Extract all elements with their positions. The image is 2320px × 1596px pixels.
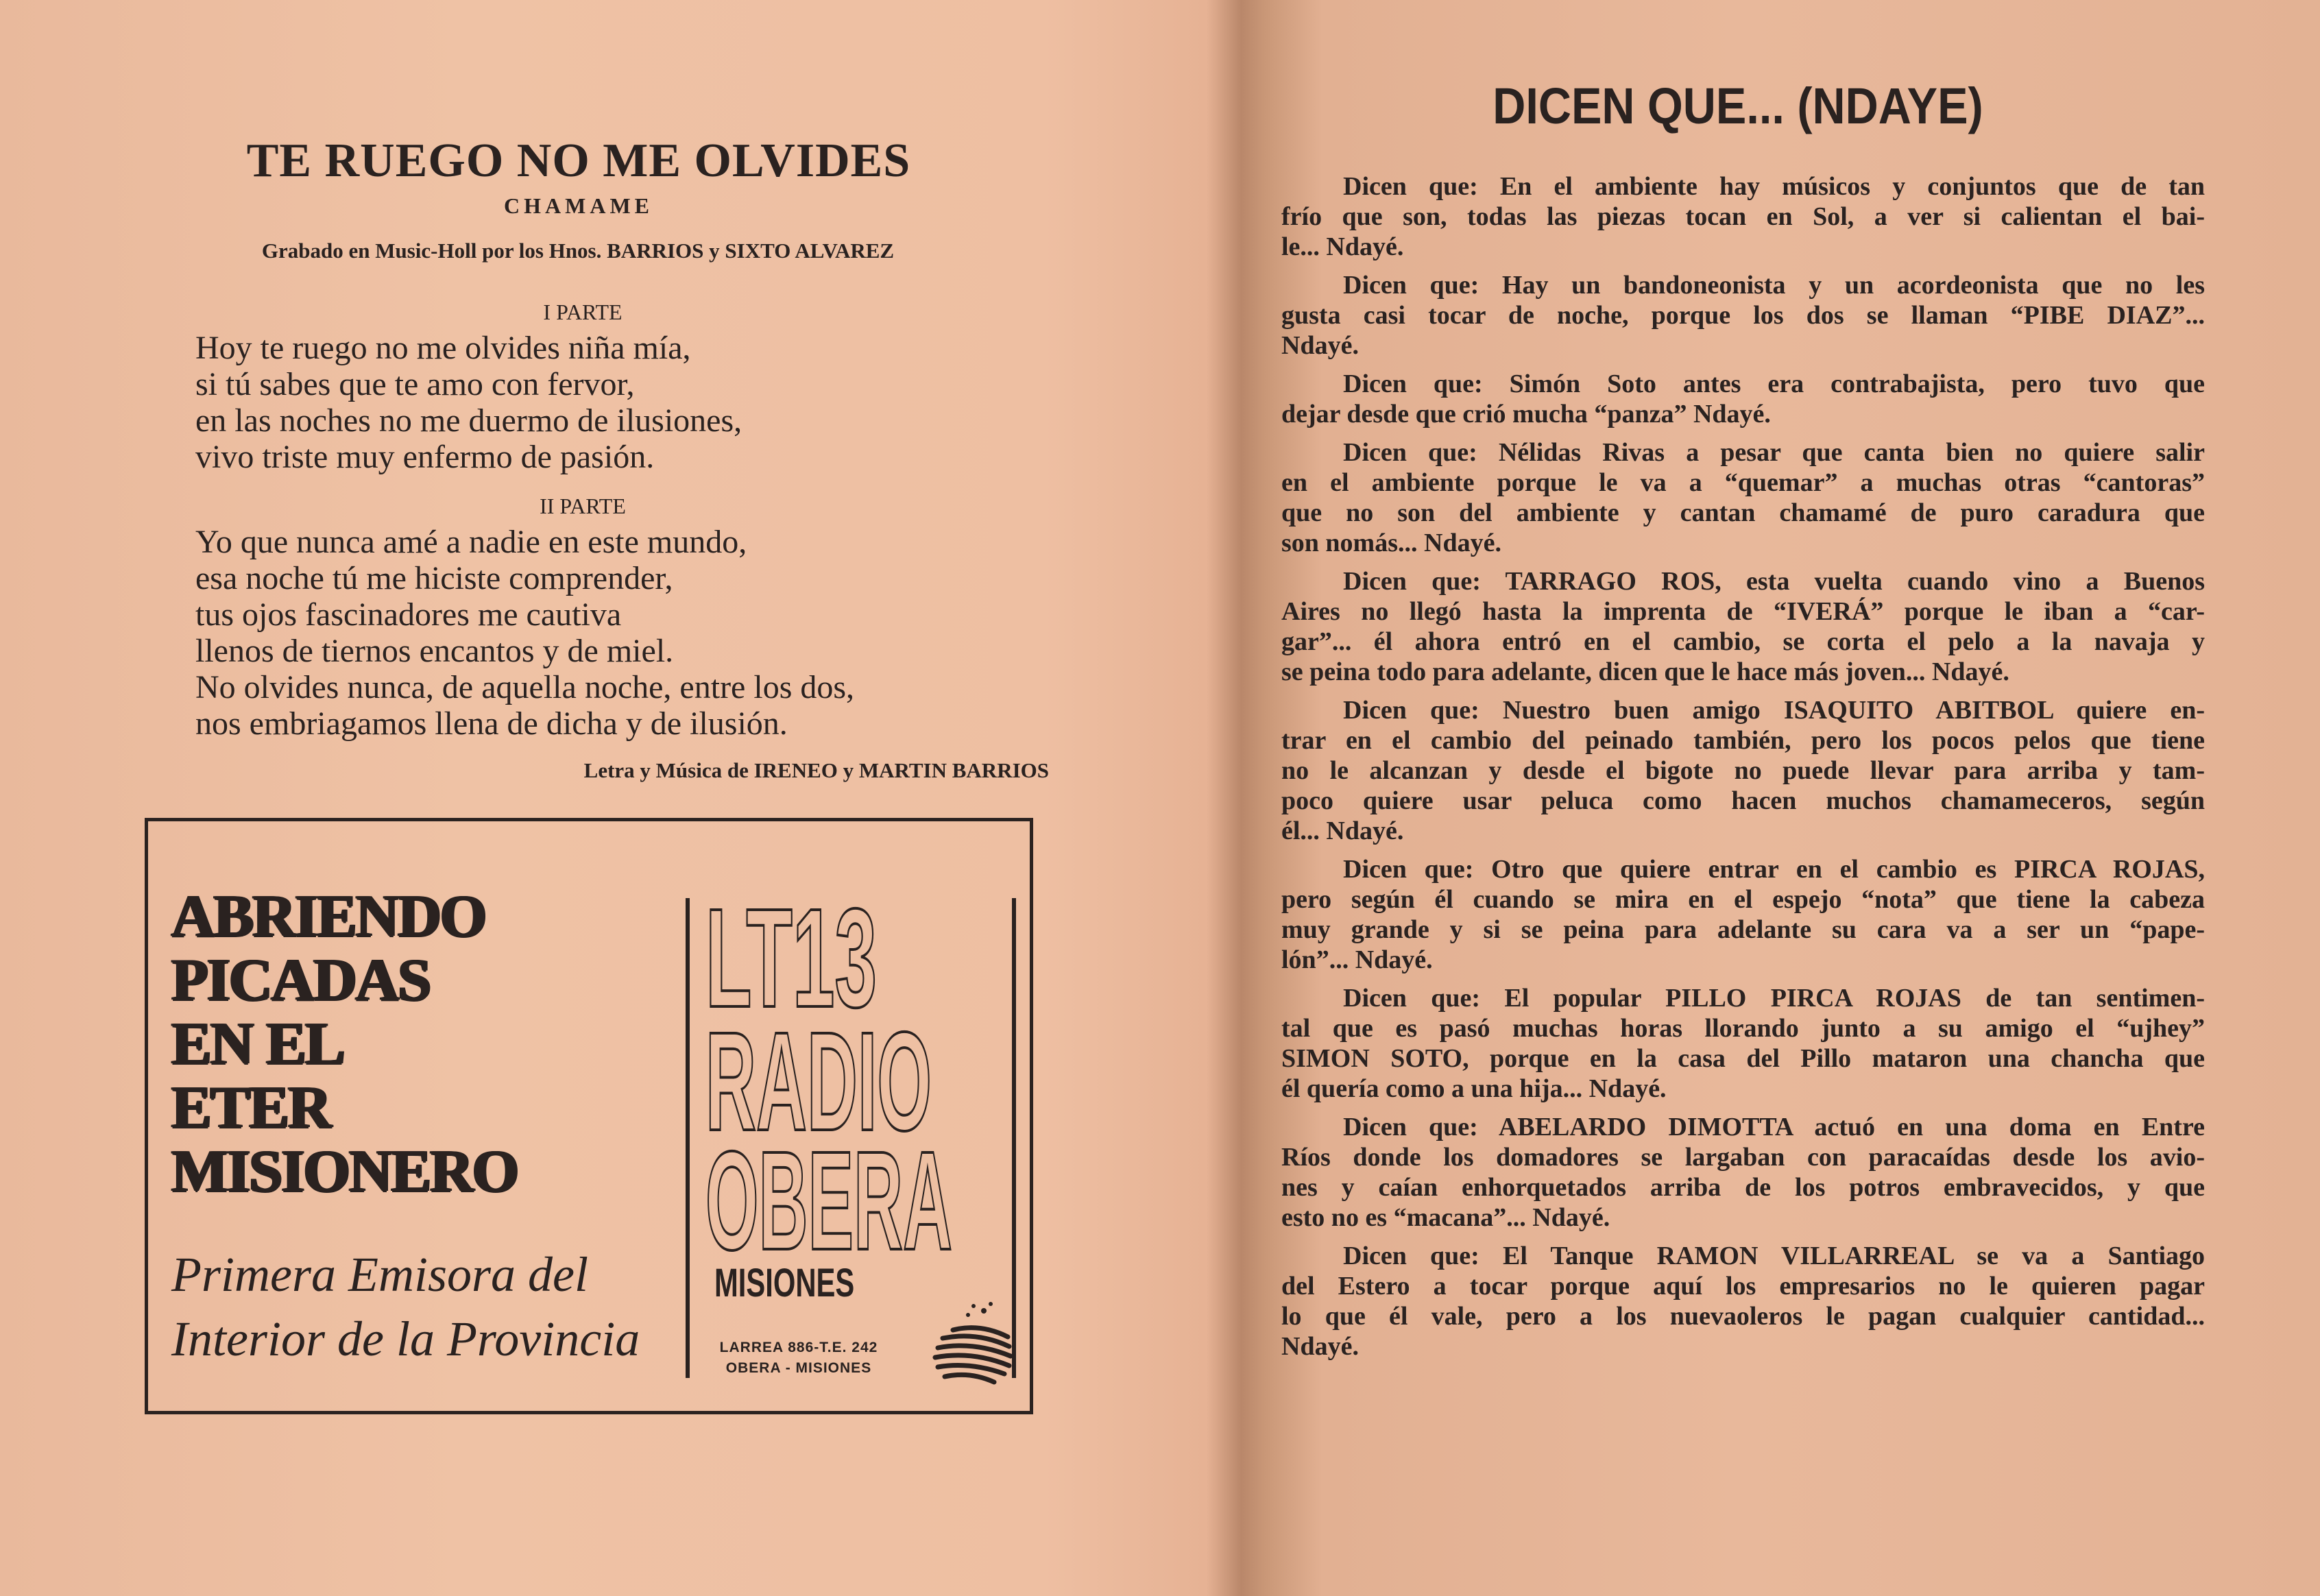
rumor-paragraph	[1281, 566, 2205, 687]
lyric-line: nos embriagamos llena de dicha y de ilusión.	[195, 705, 788, 742]
paragraph-line: gar”... él ahora entró en el cambio, se corta el pelo a la navaja y	[1281, 627, 2205, 656]
logo-line: LT13	[705, 898, 877, 1037]
recording-credit: Grabado en Music-Holl por los Hnos. BARRIOS y SIXTO ALVAREZ	[261, 239, 895, 263]
paragraph-line: frío que son, todas las piezas tocan en Sol, a ver si calientan el bai-	[1281, 202, 2205, 231]
paragraph-line: Dicen que: Nélidas Rivas a pesar que canta bien no quiere salir	[1343, 438, 2205, 467]
lyric-line: Hoy te ruego no me olvides niña mía,	[195, 330, 691, 366]
ad-city: OBERA - MISIONES	[725, 1360, 872, 1376]
paragraph-line: trar en el cambio del peinado también, pero los pocos pelos que tiene	[1281, 726, 2205, 755]
ad-divider	[686, 898, 690, 1378]
paragraph-line: muy grande y si se peina para adelante su cara va a ser un “pape-	[1281, 915, 2205, 944]
headline-line: PICADAS	[171, 947, 431, 1013]
paragraph-line: Dicen que: Simón Soto antes era contrabajista, pero tuvo que	[1343, 370, 2205, 398]
paragraph-line: Ríos donde los domadores se largaban con paracaídas desde los avio-	[1281, 1143, 2205, 1172]
logo-line: OBERA	[705, 1122, 952, 1255]
paragraph-line: él... Ndayé.	[1281, 817, 1404, 845]
paragraph-line: lo que él vale, pero a los nuevaoleros le pagan cualquier cantidad...	[1281, 1302, 2205, 1331]
lyric-line: tus ojos fascinadores me cautiva	[195, 596, 622, 633]
paragraph-line: Ndayé.	[1281, 1332, 1359, 1361]
rumor-paragraph	[1281, 983, 2205, 1104]
song-genre: CHAMAME	[504, 193, 653, 218]
headline-line: MISIONERO	[171, 1138, 518, 1205]
paragraph-line: Dicen que: ABELARDO DIMOTTA actuó en una doma en Entre	[1343, 1113, 2205, 1141]
rumor-paragraph	[1281, 437, 2205, 558]
paragraph-line: se peina todo para adelante, dicen que le hace más joven... Ndayé.	[1281, 657, 2009, 686]
tagline-line: Primera Emisora del	[171, 1247, 588, 1302]
paragraph-line: nes y caían enhorquetados arriba de los potros embravecidos, y que	[1281, 1173, 2205, 1202]
paragraph-line: lón”... Ndayé.	[1281, 945, 1433, 974]
paragraph-line: en el ambiente porque le va a “quemar” a muchas otras “cantoras”	[1281, 468, 2205, 497]
song-authors: Letra y Música de IRENEO y MARTIN BARRIOS	[583, 758, 1049, 782]
paragraph-line: pero según él cuando se mira en el espejo “nota” que tiene la cabeza	[1281, 885, 2205, 914]
lyric-line: No olvides nunca, de aquella noche, entre los dos,	[195, 669, 855, 705]
paragraph-line: dejar desde que crió mucha “panza” Ndayé.	[1281, 400, 1771, 428]
ad-region: MISIONES	[714, 1261, 855, 1305]
paragraph-line: le... Ndayé.	[1281, 232, 1404, 261]
rumor-paragraph	[1281, 1241, 2205, 1362]
rumor-paragraph	[1281, 695, 2205, 846]
rumor-paragraph	[1281, 369, 2205, 429]
globe-logo-icon	[926, 1296, 1015, 1388]
paragraph-line: Dicen que: TARRAGO ROS, esta vuelta cuando vino a Buenos	[1343, 567, 2205, 596]
headline-line: ABRIENDO	[171, 883, 486, 950]
paragraph-line: SIMON SOTO, porque en la casa del Pillo mataron una chancha que	[1281, 1044, 2205, 1073]
paragraph-line: Dicen que: Otro que quiere entrar en el cambio es PIRCA ROJAS,	[1343, 855, 2205, 884]
lyric-line: llenos de tiernos encantos y de miel.	[195, 633, 674, 669]
paragraph-line: tal que es pasó muchas horas llorando junto a su amigo el “ujhey”	[1281, 1014, 2205, 1043]
lyric-line: vivo triste muy enfermo de pasión.	[195, 439, 655, 475]
paragraph-line: Dicen que: El popular PILLO PIRCA ROJAS de tan sentimen-	[1343, 984, 2205, 1013]
paragraph-line: del Estero a tocar porque aquí los empresarios no le quieren pagar	[1281, 1272, 2205, 1301]
paragraph-line: poco quiere usar peluca como hacen muchos chamameceros, según	[1281, 786, 2205, 815]
ad-headline	[171, 884, 518, 1203]
rumor-paragraph	[1281, 1112, 2205, 1233]
rumor-paragraph	[1281, 270, 2205, 361]
ad-tagline	[171, 1242, 640, 1371]
article-body	[1281, 171, 2205, 1370]
song-title: TE RUEGO NO ME OLVIDES	[246, 134, 911, 187]
logo-line: RADIO	[705, 1003, 932, 1160]
lyrics-part-2	[195, 524, 854, 742]
station-logo-text	[703, 898, 956, 1255]
lyric-line: en las noches no me duermo de ilusiones,	[195, 402, 742, 439]
part-2-label: II PARTE	[540, 494, 626, 518]
paragraph-line: gusta casi tocar de noche, porque los dos se llaman “PIBE DIAZ”...	[1281, 301, 2205, 330]
ad-address: LARREA 886-T.E. 242	[719, 1340, 878, 1355]
paragraph-line: esto no es “macana”... Ndayé.	[1281, 1203, 1610, 1232]
paragraph-line: no le alcanzan y desde el bigote no puede llevar para arriba y tam-	[1281, 756, 2205, 785]
paragraph-line: Dicen que: En el ambiente hay músicos y conjuntos que de tan	[1343, 172, 2205, 201]
lyric-line: Yo que nunca amé a nadie en este mundo,	[195, 524, 747, 560]
paragraph-line: Dicen que: El Tanque RAMON VILLARREAL se va a Santiago	[1343, 1242, 2205, 1270]
headline-line: ETER	[171, 1074, 330, 1141]
paragraph-line: Ndayé.	[1281, 331, 1359, 360]
lyric-line: esa noche tú me hiciste comprender,	[195, 560, 673, 596]
lyric-line: si tú sabes que te amo con fervor,	[195, 366, 635, 402]
headline-line: EN EL	[171, 1011, 344, 1077]
paragraph-line: Dicen que: Hay un bandoneonista y un acordeonista que no les	[1343, 271, 2205, 300]
rumor-paragraph	[1281, 854, 2205, 975]
rumor-paragraph	[1281, 171, 2205, 262]
paragraph-line: son nomás... Ndayé.	[1281, 529, 1501, 557]
paragraph-line: que no son del ambiente y cantan chamamé de puro caradura que	[1281, 498, 2205, 527]
paragraph-line: Aires no llegó hasta la imprenta de “IVERÁ” porque le iban a “car-	[1281, 597, 2205, 626]
part-1-label: I PARTE	[543, 300, 623, 324]
paragraph-line: él quería como a una hija... Ndayé.	[1281, 1074, 1667, 1103]
lyrics-part-1	[195, 330, 742, 475]
paragraph-line: Dicen que: Nuestro buen amigo ISAQUITO ABITBOL quiere en-	[1343, 696, 2205, 725]
tagline-line: Interior de la Provincia	[171, 1311, 640, 1366]
article-title: DICEN QUE... (NDAYE)	[1493, 77, 1983, 134]
